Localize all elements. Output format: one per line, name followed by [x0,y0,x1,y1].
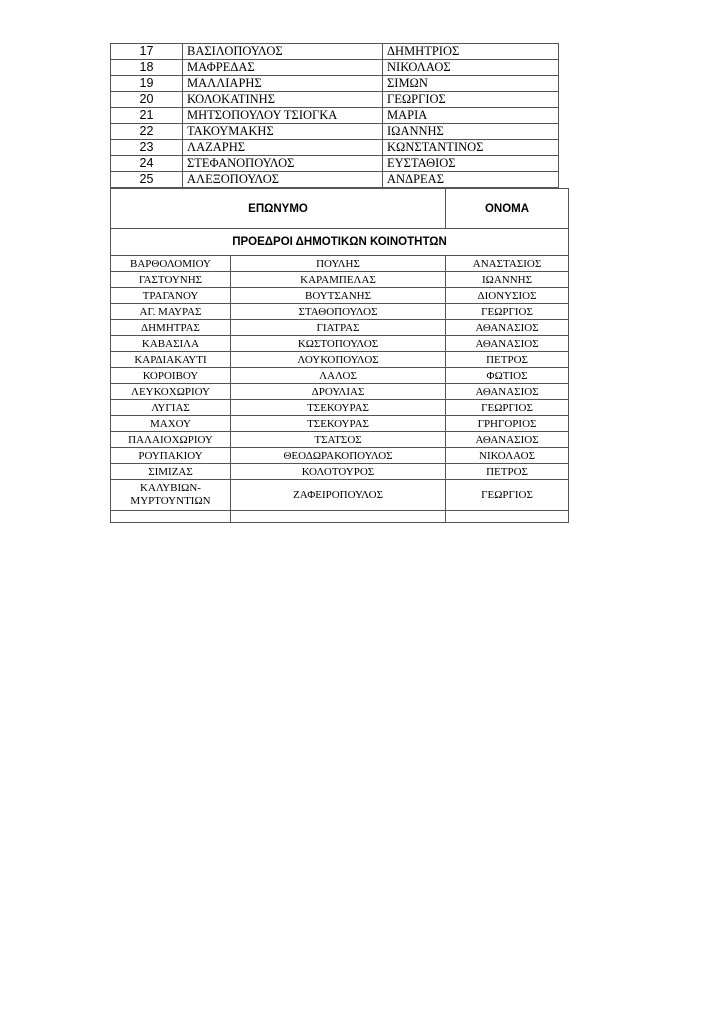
table-row [111,400,569,416]
presidents-table-body [111,189,569,523]
table-row [111,108,559,124]
president-name: ΓΕΩΡΓΙΟΣ [446,400,569,416]
president-surname: ΛΟΥΚΟΠΟΥΛΟΣ [231,352,446,368]
president-name: ΓΡΗΓΟΡΙΟΣ [446,416,569,432]
member-number: 24 [111,156,183,172]
president-community: ΚΟΡΟΙΒΟΥ [111,368,231,384]
president-community: ΛΕΥΚΟΧΩΡΙΟΥ [111,384,231,400]
community-line-1: ΚΑΛΥΒΙΩΝ- [140,482,201,494]
member-surname: ΜΗΤΣΟΠΟΥΛΟΥ ΤΣΙΟΓΚΑ [183,108,383,124]
president-surname: ΛΑΛΟΣ [231,368,446,384]
president-surname: ΚΑΡΑΜΠΕΛΑΣ [231,272,446,288]
president-surname: ΣΤΑΘΟΠΟΥΛΟΣ [231,304,446,320]
table-row [111,448,569,464]
president-community: ΔΗΜΗΤΡΑΣ [111,320,231,336]
members-table-body [111,44,559,188]
member-surname: ΜΑΦΡΕΔΑΣ [183,60,383,76]
table-row [111,432,569,448]
member-surname: ΜΑΛΛΙΑΡΗΣ [183,76,383,92]
table-row [111,480,569,511]
header-row [111,189,569,229]
president-name: ΑΝΑΣΤΑΣΙΟΣ [446,256,569,272]
table-row [111,124,559,140]
president-community: ΑΓ. ΜΑΥΡΑΣ [111,304,231,320]
empty-cell [446,511,569,523]
president-community: ΡΟΥΠΑΚΙΟΥ [111,448,231,464]
president-name: ΑΘΑΝΑΣΙΟΣ [446,320,569,336]
president-name: ΝΙΚΟΛΑΟΣ [446,448,569,464]
table-row [111,60,559,76]
table-row [111,352,569,368]
table-row [111,256,569,272]
table-row [111,288,569,304]
table-row [111,272,569,288]
president-community: ΣΙΜΙΖΑΣ [111,464,231,480]
member-name: ΙΩΑΝΝΗΣ [383,124,559,140]
table-row [111,368,569,384]
member-name: ΕΥΣΤΑΘΙΟΣ [383,156,559,172]
president-surname: ΚΩΣΤΟΠΟΥΛΟΣ [231,336,446,352]
name-header: ΟΝΟΜΑ [446,189,569,229]
member-number: 18 [111,60,183,76]
president-name: ΑΘΑΝΑΣΙΟΣ [446,336,569,352]
president-surname: ΘΕΟΔΩΡΑΚΟΠΟΥΛΟΣ [231,448,446,464]
presidents-table [110,188,569,523]
table-row [111,140,559,156]
president-name: ΙΩΑΝΝΗΣ [446,272,569,288]
table-row [111,384,569,400]
president-community [111,480,231,511]
president-name: ΦΩΤΙΟΣ [446,368,569,384]
section-title: ΠΡΟΕΔΡΟΙ ΔΗΜΟΤΙΚΩΝ ΚΟΙΝΟΤΗΤΩΝ [111,229,569,256]
member-name: ΚΩΝΣΤΑΝΤΙΝΟΣ [383,140,559,156]
member-name: ΓΕΩΡΓΙΟΣ [383,92,559,108]
community-line-2: ΜΥΡΤΟΥΝΤΙΩΝ [130,495,211,507]
president-community: ΤΡΑΓΑΝΟΥ [111,288,231,304]
table-row [111,336,569,352]
member-surname: ΣΤΕΦΑΝΟΠΟΥΛΟΣ [183,156,383,172]
surname-header: ΕΠΩΝΥΜΟ [111,189,446,229]
member-name: ΜΑΡΙΑ [383,108,559,124]
member-name: ΔΗΜΗΤΡΙΟΣ [383,44,559,60]
president-surname: ΤΣΑΤΣΟΣ [231,432,446,448]
table-row [111,44,559,60]
president-name: ΔΙΟΝΥΣΙΟΣ [446,288,569,304]
member-surname: ΑΛΕΞΟΠΟΥΛΟΣ [183,172,383,188]
member-number: 22 [111,124,183,140]
president-name: ΠΕΤΡΟΣ [446,352,569,368]
president-name: ΓΕΩΡΓΙΟΣ [446,304,569,320]
member-number: 20 [111,92,183,108]
president-surname: ΤΣΕΚΟΥΡΑΣ [231,400,446,416]
table-row [111,304,569,320]
member-number: 17 [111,44,183,60]
president-community: ΚΑΡΔΙΑΚΑΥΤΙ [111,352,231,368]
table-row [111,416,569,432]
president-name: ΑΘΑΝΑΣΙΟΣ [446,432,569,448]
member-number: 25 [111,172,183,188]
table-row [111,92,559,108]
table-row [111,156,559,172]
president-surname: ΓΙΑΤΡΑΣ [231,320,446,336]
president-community: ΠΑΛΑΙΟΧΩΡΙΟΥ [111,432,231,448]
member-name: ΝΙΚΟΛΑΟΣ [383,60,559,76]
section-row [111,229,569,256]
member-number: 19 [111,76,183,92]
president-surname: ΠΟΥΛΗΣ [231,256,446,272]
member-name: ΑΝΔΡΕΑΣ [383,172,559,188]
members-table [110,43,559,188]
member-surname: ΚΟΛΟΚΑΤΙΝΗΣ [183,92,383,108]
president-name: ΓΕΩΡΓΙΟΣ [446,480,569,511]
president-name: ΠΕΤΡΟΣ [446,464,569,480]
president-surname: ΒΟΥΤΣΑΝΗΣ [231,288,446,304]
table-row [111,76,559,92]
president-community: ΓΑΣΤΟΥΝΗΣ [111,272,231,288]
president-community: ΜΑΧΟΥ [111,416,231,432]
president-surname: ΤΣΕΚΟΥΡΑΣ [231,416,446,432]
member-surname: ΛΑΖΑΡΗΣ [183,140,383,156]
president-surname: ΚΟΛΟΤΟΥΡΟΣ [231,464,446,480]
president-surname: ΔΡΟΥΛΙΑΣ [231,384,446,400]
member-number: 23 [111,140,183,156]
empty-cell [111,511,231,523]
table-row [111,320,569,336]
president-community: ΛΥΓΙΑΣ [111,400,231,416]
member-number: 21 [111,108,183,124]
member-surname: ΤΑΚΟΥΜΑΚΗΣ [183,124,383,140]
table-row [111,464,569,480]
president-surname: ΖΑΦΕΙΡΟΠΟΥΛΟΣ [231,480,446,511]
empty-cell [231,511,446,523]
president-community: ΚΑΒΑΣΙΛΑ [111,336,231,352]
empty-row [111,511,569,523]
president-name: ΑΘΑΝΑΣΙΟΣ [446,384,569,400]
member-name: ΣΙΜΩΝ [383,76,559,92]
president-community: ΒΑΡΘΟΛΟΜΙΟΥ [111,256,231,272]
member-surname: ΒΑΣΙΛΟΠΟΥΛΟΣ [183,44,383,60]
table-row [111,172,559,188]
